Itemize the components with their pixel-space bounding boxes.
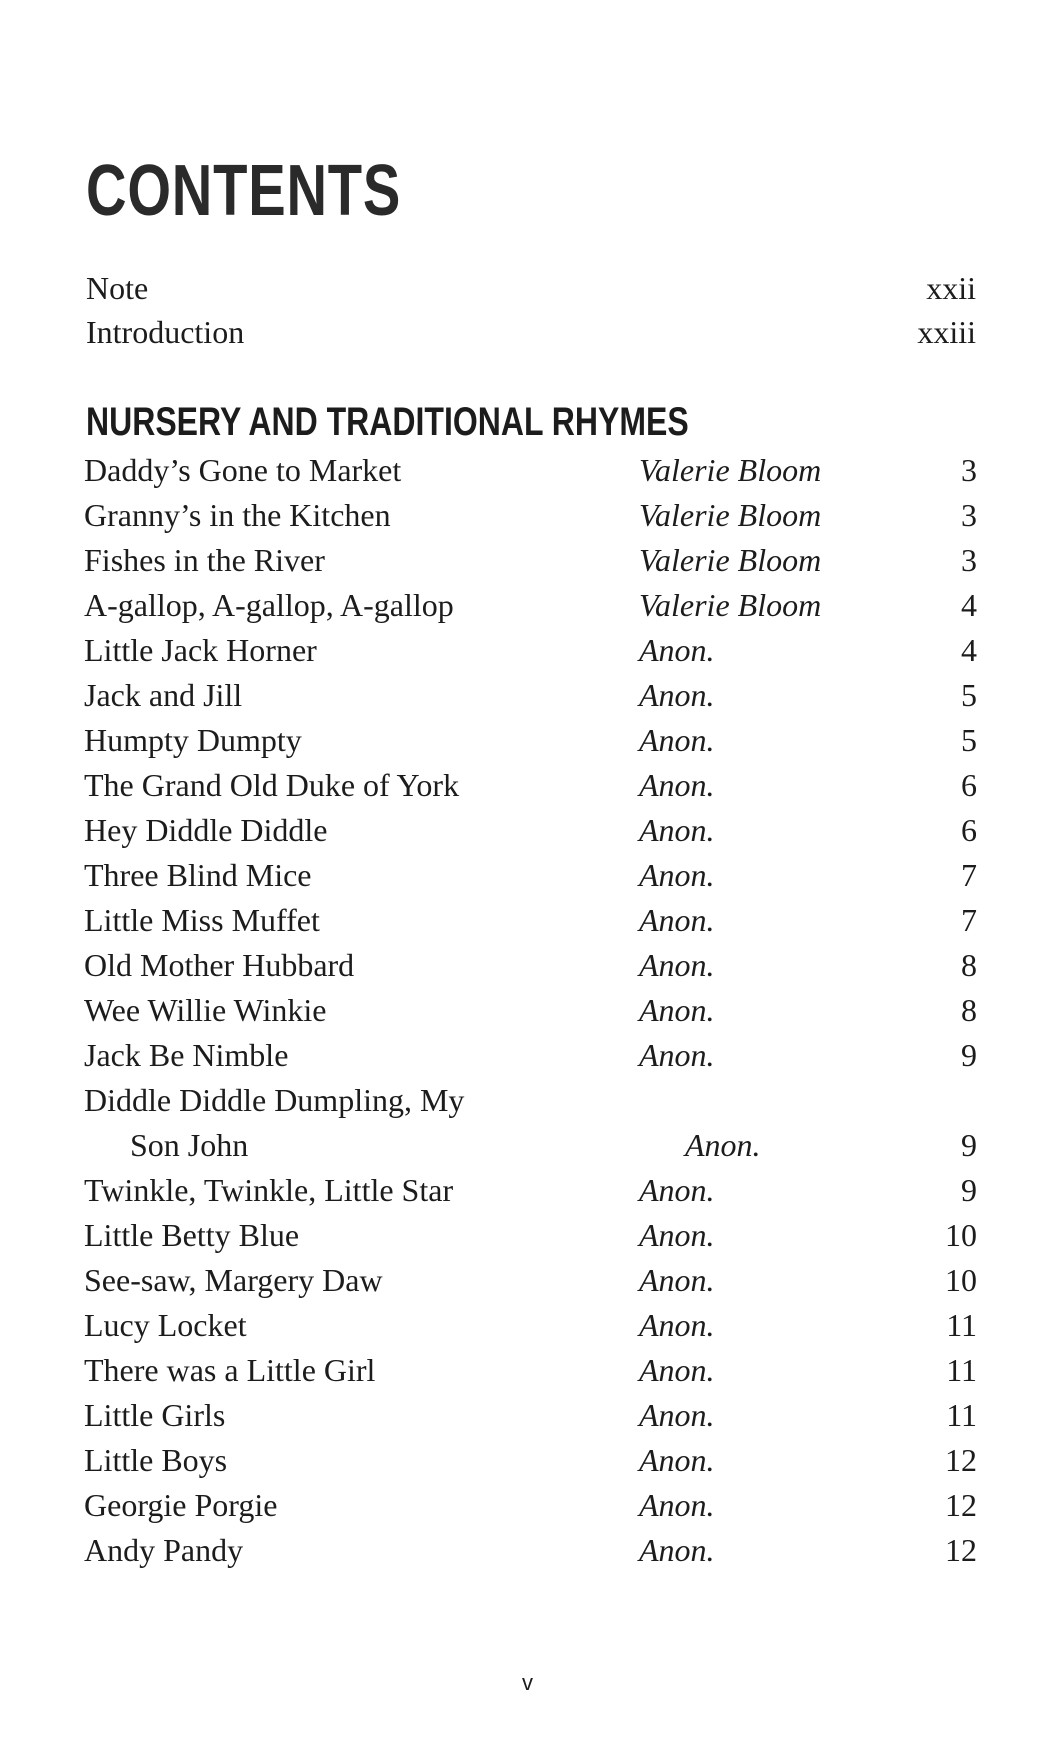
entry-title: There was a Little Girl	[84, 1352, 376, 1388]
entry-page: 6	[961, 812, 977, 848]
entry-page: 3	[961, 542, 977, 578]
entry-title: Lucy Locket	[84, 1307, 247, 1343]
toc-entry	[84, 1082, 977, 1127]
entry-page: 8	[961, 947, 977, 983]
entry-author: Anon.	[639, 1307, 715, 1343]
toc-entry	[84, 1262, 977, 1307]
toc-entry	[84, 857, 977, 902]
toc-entry	[86, 314, 976, 358]
toc-entry	[84, 1352, 977, 1397]
entry-page: 3	[961, 452, 977, 488]
section-heading: NURSERY AND TRADITIONAL RHYMES	[86, 400, 689, 444]
entry-author: Anon.	[639, 1352, 715, 1388]
entry-title: Hey Diddle Diddle	[84, 812, 328, 848]
entry-title: Jack Be Nimble	[84, 1037, 289, 1073]
entry-page: 12	[945, 1442, 977, 1478]
entry-title: Humpty Dumpty	[84, 722, 302, 758]
entry-author: Anon.	[639, 902, 715, 938]
toc-entry	[84, 587, 977, 632]
entry-page: 9	[961, 1127, 977, 1163]
entry-author: Anon.	[639, 1172, 715, 1208]
entry-title: Fishes in the River	[84, 542, 325, 578]
toc-entry	[84, 1532, 977, 1577]
toc-list	[84, 452, 977, 1577]
entry-author: Valerie Bloom	[639, 587, 822, 623]
entry-title: Diddle Diddle Dumpling, My	[84, 1082, 465, 1118]
entry-author: Valerie Bloom	[639, 542, 822, 578]
entry-author: Anon.	[639, 1037, 715, 1073]
entry-page: 9	[961, 1037, 977, 1073]
page-number: v	[522, 1670, 533, 1695]
entry-page: 7	[961, 902, 977, 938]
entry-title: Georgie Porgie	[84, 1487, 278, 1523]
entry-author: Anon.	[639, 1217, 715, 1253]
entry-page: 11	[946, 1397, 977, 1433]
entry-title: Introduction	[86, 314, 245, 350]
entry-page: 8	[961, 992, 977, 1028]
toc-entry	[84, 452, 977, 497]
entry-page: 10	[945, 1262, 977, 1298]
toc-entry	[84, 1487, 977, 1532]
entry-title: Old Mother Hubbard	[84, 947, 355, 983]
entry-author: Anon.	[639, 1397, 715, 1433]
entry-author: Anon.	[639, 857, 715, 893]
entry-author: Anon.	[639, 947, 715, 983]
entry-title: Andy Pandy	[84, 1532, 244, 1568]
toc-entry	[84, 902, 977, 947]
toc-entry	[84, 722, 977, 767]
entry-author: Anon.	[685, 1127, 761, 1163]
entry-title: Twinkle, Twinkle, Little Star	[84, 1172, 454, 1208]
page-title: CONTENTS	[86, 151, 402, 231]
entry-page: 11	[946, 1307, 977, 1343]
toc-entry	[86, 270, 976, 314]
entry-page: 5	[961, 677, 977, 713]
entry-page: 5	[961, 722, 977, 758]
entry-page: 4	[961, 587, 977, 623]
entry-title: A-gallop, A-gallop, A-gallop	[84, 587, 454, 623]
entry-page: xxiii	[917, 314, 976, 350]
entry-author: Anon.	[639, 812, 715, 848]
entry-author: Anon.	[639, 1487, 715, 1523]
toc-entry-continuation	[84, 1127, 977, 1172]
entry-title: Daddy’s Gone to Market	[84, 452, 402, 488]
toc-entry	[84, 812, 977, 857]
entry-author: Anon.	[639, 632, 715, 668]
entry-title: Little Girls	[84, 1397, 226, 1433]
toc-entry	[84, 1037, 977, 1082]
entry-title: Little Boys	[84, 1442, 228, 1478]
entry-page: 9	[961, 1172, 977, 1208]
entry-author: Valerie Bloom	[639, 452, 822, 488]
toc-entry	[84, 1217, 977, 1262]
toc-entry	[84, 542, 977, 587]
entry-author: Anon.	[639, 1442, 715, 1478]
entry-page: xxii	[926, 270, 976, 306]
entry-author: Anon.	[639, 992, 715, 1028]
toc-entry	[84, 1442, 977, 1487]
entry-page: 3	[961, 497, 977, 533]
entry-page: 6	[961, 767, 977, 803]
entry-page: 4	[961, 632, 977, 668]
entry-page: 11	[946, 1352, 977, 1388]
entry-title: The Grand Old Duke of York	[84, 767, 460, 803]
toc-entry	[84, 992, 977, 1037]
toc-entry	[84, 677, 977, 722]
toc-entry	[84, 1397, 977, 1442]
entry-page: 10	[945, 1217, 977, 1253]
entry-title: Little Jack Horner	[84, 632, 317, 668]
entry-title: Wee Willie Winkie	[84, 992, 327, 1028]
entry-page: 12	[945, 1532, 977, 1568]
toc-entry	[84, 1307, 977, 1352]
entry-author: Anon.	[639, 767, 715, 803]
entry-title: Note	[86, 270, 149, 306]
entry-title: Granny’s in the Kitchen	[84, 497, 391, 533]
entry-title-continuation: Son John	[130, 1127, 249, 1163]
entry-title: See-saw, Margery Daw	[84, 1262, 383, 1298]
entry-author: Anon.	[639, 1262, 715, 1298]
toc-entry	[84, 497, 977, 542]
entry-author: Anon.	[639, 1532, 715, 1568]
toc-entry	[84, 767, 977, 812]
entry-page: 7	[961, 857, 977, 893]
entry-title: Three Blind Mice	[84, 857, 312, 893]
toc-entry	[84, 947, 977, 992]
entry-title: Little Betty Blue	[84, 1217, 300, 1253]
front-matter	[86, 270, 976, 358]
entry-title: Jack and Jill	[84, 677, 243, 713]
entry-author: Anon.	[639, 677, 715, 713]
toc-entry	[84, 1172, 977, 1217]
entry-page: 12	[945, 1487, 977, 1523]
entry-title: Little Miss Muffet	[84, 902, 320, 938]
toc-entry	[84, 632, 977, 677]
entry-author: Valerie Bloom	[639, 497, 822, 533]
entry-author: Anon.	[639, 722, 715, 758]
